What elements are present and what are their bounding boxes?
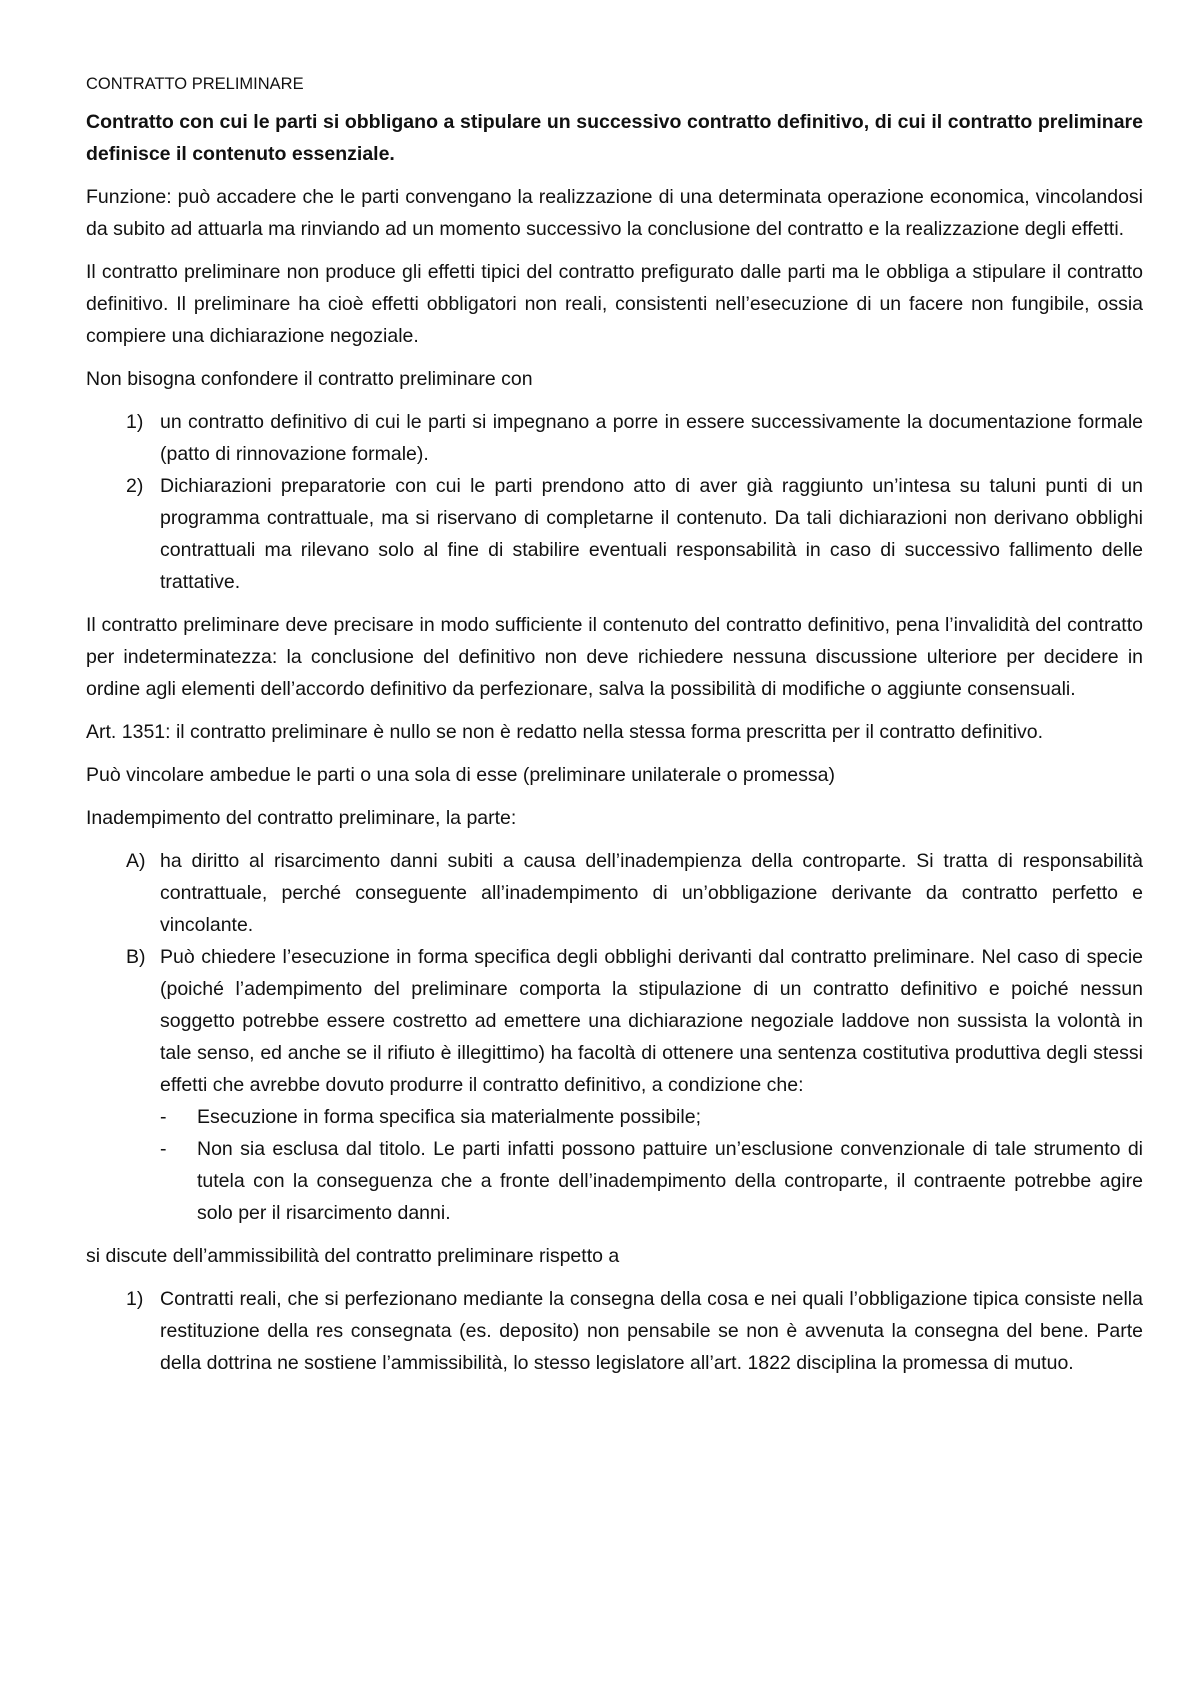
list-item-text: Può chiedere l’esecuzione in forma specifica degli obblighi derivanti dal contratto preliminare. Nel caso di specie (poiché l’adempimento del preliminare comporta la stipulazione di un contratto definitivo e poiché nessun soggetto potrebbe essere costretto ad emettere una dichiarazione negoziale laddove non sussista la volontà in tale senso, ed anche se il rifiuto è illegittimo) ha facoltà di ottenere una sentenza costitutiva produttiva degli stessi effetti che avrebbe dovuto produrre il contratto definitivo, a condizione che: <box>160 946 1143 1096</box>
inadempimento-list <box>86 845 1143 1229</box>
confondere-intro: Non bisogna confondere il contratto preliminare con <box>86 368 533 390</box>
funzione-paragraph: Funzione: può accadere che le parti convengano la realizzazione di una determinata operazione economica, vincolandosi da subito ad attuarla ma rinviando ad un momento successivo la conclusione del contratto e la realizzazione degli effetti. <box>86 186 1143 240</box>
inadempimento-intro: Inadempimento del contratto preliminare, la parte: <box>86 807 517 829</box>
list-item <box>86 470 1143 598</box>
list-marker: A) <box>126 850 146 872</box>
vincolare-paragraph: Può vincolare ambedue le parti o una sola di esse (preliminare unilaterale o promessa) <box>86 764 835 786</box>
list-item-text: un contratto definitivo di cui le parti si impegnano a porre in essere successivamente la documentazione formale (patto di rinnovazione formale). <box>160 411 1143 465</box>
confondere-list <box>86 406 1143 598</box>
list-item <box>86 845 1143 941</box>
list-item <box>160 1133 1143 1229</box>
dash-marker: - <box>160 1106 167 1128</box>
effetti-paragraph: Il contratto preliminare non produce gli effetti tipici del contratto prefigurato dalle parti ma le obbliga a stipulare il contratto definitivo. Il preliminare ha cioè effetti obbligatori non reali, consistenti nell’esecuzione di un facere non fungibile, ossia compiere una dichiarazione negoziale. <box>86 261 1143 347</box>
list-item-text: Dichiarazioni preparatorie con cui le parti prendono atto di aver già raggiunto un’intesa su taluni punti di un programma contrattuale, ma si riservano di completarne il contenuto. Da tali dichiarazioni non derivano obblighi contrattuali ma rilevano solo al fine di stabilire eventuali responsabilità in caso di successivo fallimento delle trattative. <box>160 475 1143 593</box>
list-item <box>86 406 1143 470</box>
list-item <box>86 941 1143 1229</box>
ammissibilita-list <box>86 1283 1143 1379</box>
document-title: CONTRATTO PRELIMINARE <box>86 75 304 93</box>
art1351-paragraph: Art. 1351: il contratto preliminare è nullo se non è redatto nella stessa forma prescritta per il contratto definitivo. <box>86 721 1044 743</box>
list-item-text: Esecuzione in forma specifica sia materialmente possibile; <box>197 1106 701 1128</box>
list-item-text: Non sia esclusa dal titolo. Le parti infatti possono pattuire un’esclusione convenzionale di tale strumento di tutela con la conseguenza che a fronte dell’inadempimento della controparte, il contraente potrebbe agire solo per il risarcimento danni. <box>197 1138 1143 1224</box>
list-marker: 1) <box>126 1288 144 1310</box>
ammissibilita-intro: si discute dell’ammissibilità del contratto preliminare rispetto a <box>86 1245 620 1267</box>
condizioni-list <box>160 1101 1143 1229</box>
list-item-text: ha diritto al risarcimento danni subiti a causa dell’inadempienza della controparte. Si tratta di responsabilità contrattuale, perché conseguente all’inadempimento di un’obbligazione derivante da contratto perfetto e vincolante. <box>160 850 1143 936</box>
dash-marker: - <box>160 1138 167 1160</box>
list-marker: 2) <box>126 475 144 497</box>
list-marker: B) <box>126 946 146 968</box>
definition-paragraph: Contratto con cui le parti si obbligano a stipulare un successivo contratto definitivo, di cui il contratto preliminare definisce il contenuto essenziale. <box>86 111 1143 165</box>
list-item <box>86 1283 1143 1379</box>
precisare-paragraph: Il contratto preliminare deve precisare in modo sufficiente il contenuto del contratto definitivo, pena l’invalidità del contratto per indeterminatezza: la conclusione del definitivo non deve richiedere nessuna discussione ulteriore per decidere in ordine agli elementi dell’accordo definitivo da perfezionare, salva la possibilità di modifiche o aggiunte consensuali. <box>86 614 1143 700</box>
list-item <box>160 1101 1143 1133</box>
list-item-text: Contratti reali, che si perfezionano mediante la consegna della cosa e nei quali l’obbligazione tipica consiste nella restituzione della res consegnata (es. deposito) non pensabile se non è avvenuta la consegna del bene. Parte della dottrina ne sostiene l’ammissibilità, lo stesso legislatore all’art. 1822 disciplina la promessa di mutuo. <box>160 1288 1143 1374</box>
list-marker: 1) <box>126 411 144 433</box>
